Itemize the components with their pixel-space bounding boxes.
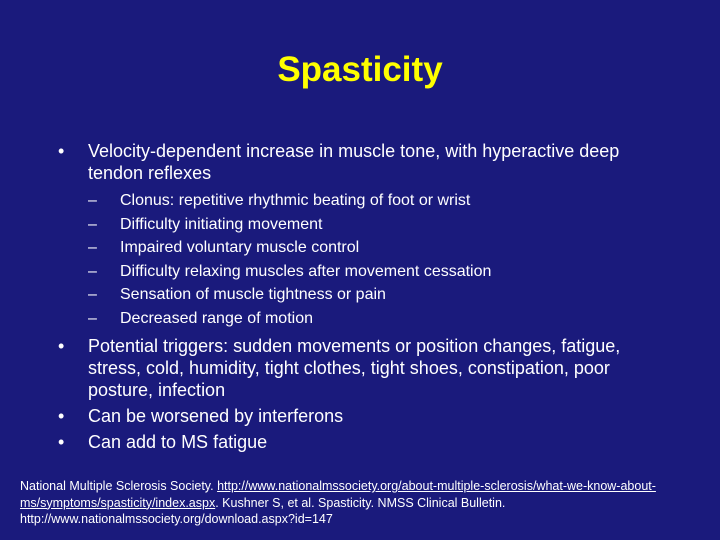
sub-marker: –	[88, 215, 97, 233]
bullet-2-text: Potential triggers: sudden movements or position changes, fatigue, stress, cold, humidity, tight clothes, tight shoes, constipation, poor posture, infection	[88, 335, 621, 400]
bullet-1-text: Velocity-dependent increase in muscle tone, with hyperactive deep tendon reflexes	[88, 141, 620, 183]
bullet-marker: •	[58, 431, 65, 452]
sub-item-1	[58, 189, 678, 213]
reference-link-spasticity[interactable]: http://www.nationalmssociety.org/about-multiple-sclerosis/what-we-know-about-ms/symptoms/spasticity/index.aspx	[20, 479, 656, 510]
sub-item-2	[58, 213, 678, 237]
sub-item-6	[58, 307, 678, 331]
sub-marker: –	[88, 262, 97, 280]
reference-prefix: National Multiple Sclerosis Society.	[20, 479, 218, 493]
sub-item-3	[58, 236, 678, 260]
sub-marker: –	[88, 309, 97, 327]
bullet-marker: •	[58, 335, 65, 356]
sub-item-5-text: Sensation of muscle tightness or pain	[120, 286, 386, 304]
sub-marker: –	[88, 192, 97, 209]
bullet-4	[58, 431, 678, 453]
sub-marker: –	[88, 286, 97, 304]
sub-item-6-text: Decreased range of motion	[120, 309, 313, 327]
bullet-3	[58, 405, 678, 427]
sub-item-4-text: Difficulty relaxing muscles after movement cessation	[120, 262, 492, 280]
sub-item-5	[58, 283, 678, 307]
references	[20, 478, 710, 528]
bullet-3-text: Can be worsened by interferons	[88, 405, 344, 426]
bullet-4-text: Can add to MS fatigue	[88, 431, 268, 452]
bullet-2	[58, 335, 678, 401]
sub-item-2-text: Difficulty initiating movement	[120, 215, 323, 233]
bullet-marker: •	[58, 141, 65, 161]
sub-list	[58, 189, 678, 331]
sub-item-3-text: Impaired voluntary muscle control	[120, 239, 360, 257]
slide-body	[58, 140, 678, 453]
bullet-1	[58, 140, 678, 184]
sub-marker: –	[88, 239, 97, 257]
bullet-marker: •	[58, 405, 65, 426]
reference-url-bulletin: http://www.nationalmssociety.org/download.aspx?id=147	[20, 512, 333, 526]
slide-title: Spasticity	[277, 50, 443, 89]
sub-item-4	[58, 260, 678, 284]
reference-middle: . Kushner S, et al. Spasticity. NMSS Clinical Bulletin.	[215, 495, 506, 510]
sub-item-1-text: Clonus: repetitive rhythmic beating of foot or wrist	[120, 192, 471, 209]
